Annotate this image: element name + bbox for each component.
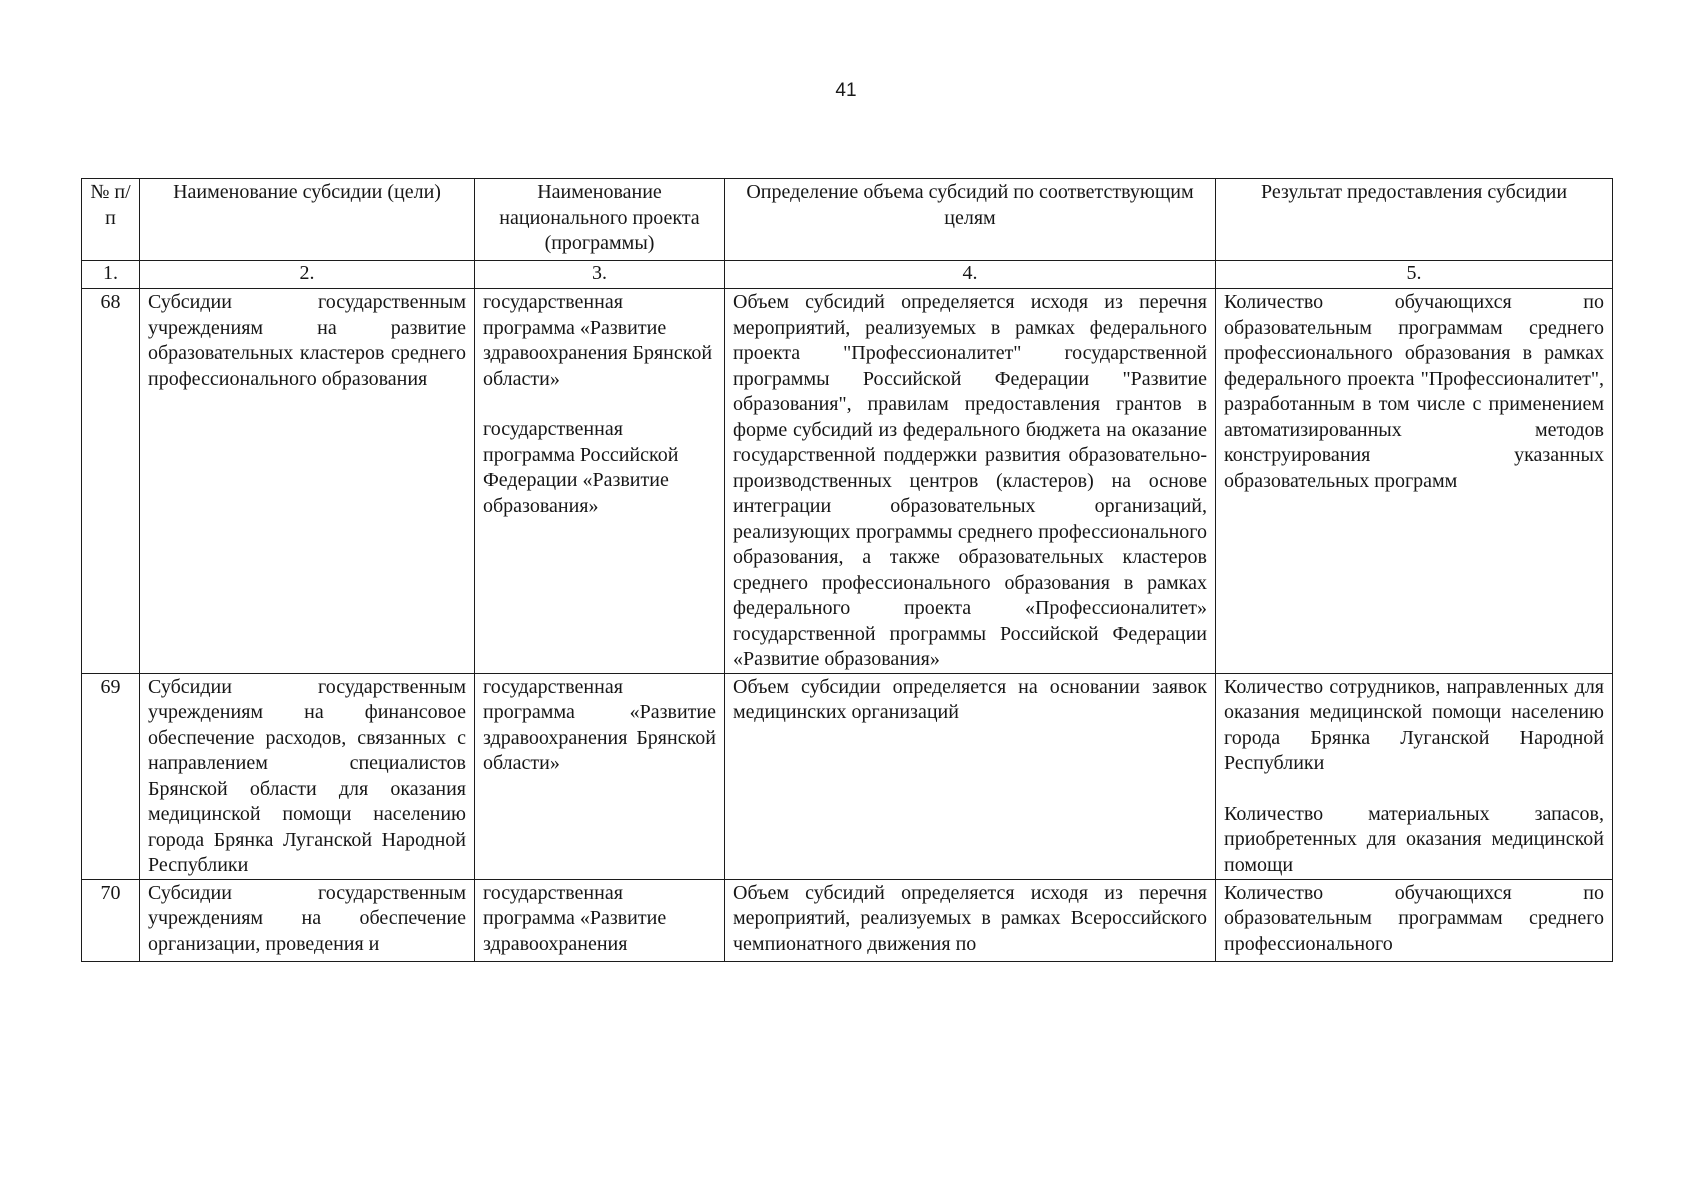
subsidy-name-cell: Субсидии государственным учреждениям на развитие образовательных кластеров среднего профессионального образования (140, 289, 475, 674)
volume-definition-cell (725, 879, 1216, 961)
volume-definition-cell: Объем субсидий определяется исходя из перечня мероприятий, реализуемых в рамках федерального проекта "Профессионалитет" государственной программы Российской Федерации "Развитие образования", правилам предоставления грантов в форме субсидий из федерального бюджета на оказание государственной поддержки развития образовательно- производственных центров (кластеров) на основе интеграции образовательных организаций, реализующих программы среднего профессионального образования, а также образовательных кластеров среднего профессионального образования в рамках федерального проекта «Профессионалитет» государственной программы Российской Федерации «Развитие образования» (725, 289, 1216, 674)
result-paragraph: Количество материальных запасов, приобретенных для оказания медицинской помощи (1224, 802, 1604, 876)
page-number: 41 (835, 80, 857, 101)
project-paragraph: государственная программа «Развитие здравоохранения (483, 881, 667, 955)
table-row (82, 289, 1613, 674)
row-number: 69 (82, 673, 140, 879)
row-number: 68 (82, 289, 140, 674)
table-row (82, 673, 1613, 879)
result-cell (1216, 289, 1613, 674)
column-number-3: 3. (475, 261, 725, 289)
header-result: Результат предоставления субсидии (1216, 179, 1613, 261)
subsidy-name-text: Субсидии государственным учреждениям на обеспечение организации, проведения и (148, 881, 466, 955)
project-name-cell (475, 673, 725, 879)
row-number: 70 (82, 879, 140, 961)
volume-definition-text: Объем субсидий определяется исходя из перечня мероприятий, реализуемых в рамках Всероссийского чемпионатного движения по (733, 881, 1207, 955)
header-project-name: Наименование национального проекта (программы) (475, 179, 725, 261)
header-volume-definition: Определение объема субсидий по соответствующим целям (725, 179, 1216, 261)
result-cell (1216, 879, 1613, 961)
project-paragraph: государственная программа «Развитие здравоохранения Брянской области» (483, 291, 713, 390)
column-numbering-row (82, 261, 1613, 289)
project-name-cell (475, 289, 725, 674)
subsidy-name-cell: Субсидии государственным учреждениям на финансовое обеспечение расходов, связанных с направлением специалистов Брянской области для оказания медицинской помощи населению города Брянка Луганской Народной Республики (140, 673, 475, 879)
subsidy-table (81, 178, 1613, 962)
column-number-1: 1. (82, 261, 140, 289)
result-paragraph: Количество обучающихся по образовательным программам среднего профессионального (1224, 881, 1604, 955)
subsidy-name-cell (140, 879, 475, 961)
header-subsidy-name: Наименование субсидии (цели) (140, 179, 475, 261)
header-number: № п/п (82, 179, 140, 261)
project-paragraph: государственная программа «Развитие здравоохранения Брянской области» (483, 675, 716, 774)
column-number-2: 2. (140, 261, 475, 289)
column-number-5: 5. (1216, 261, 1613, 289)
volume-definition-cell: Объем субсидии определяется на основании заявок медицинских организаций (725, 673, 1216, 879)
result-paragraph: Количество обучающихся по образовательным программам среднего профессионального образования в рамках федерального проекта "Профессионалитет", разработанным в том числе с применением автоматизированных методов конструирования указанных образовательных программ (1224, 291, 1604, 492)
project-name-cell (475, 879, 725, 961)
result-paragraph: Количество сотрудников, направленных для оказания медицинской помощи населению города Брянка Луганской Народной Республики (1224, 675, 1604, 774)
table-row (82, 879, 1613, 961)
table-header-row (82, 179, 1613, 261)
result-cell (1216, 673, 1613, 879)
column-number-4: 4. (725, 261, 1216, 289)
project-paragraph: государственная программа Российской Федерации «Развитие образования» (483, 418, 679, 517)
